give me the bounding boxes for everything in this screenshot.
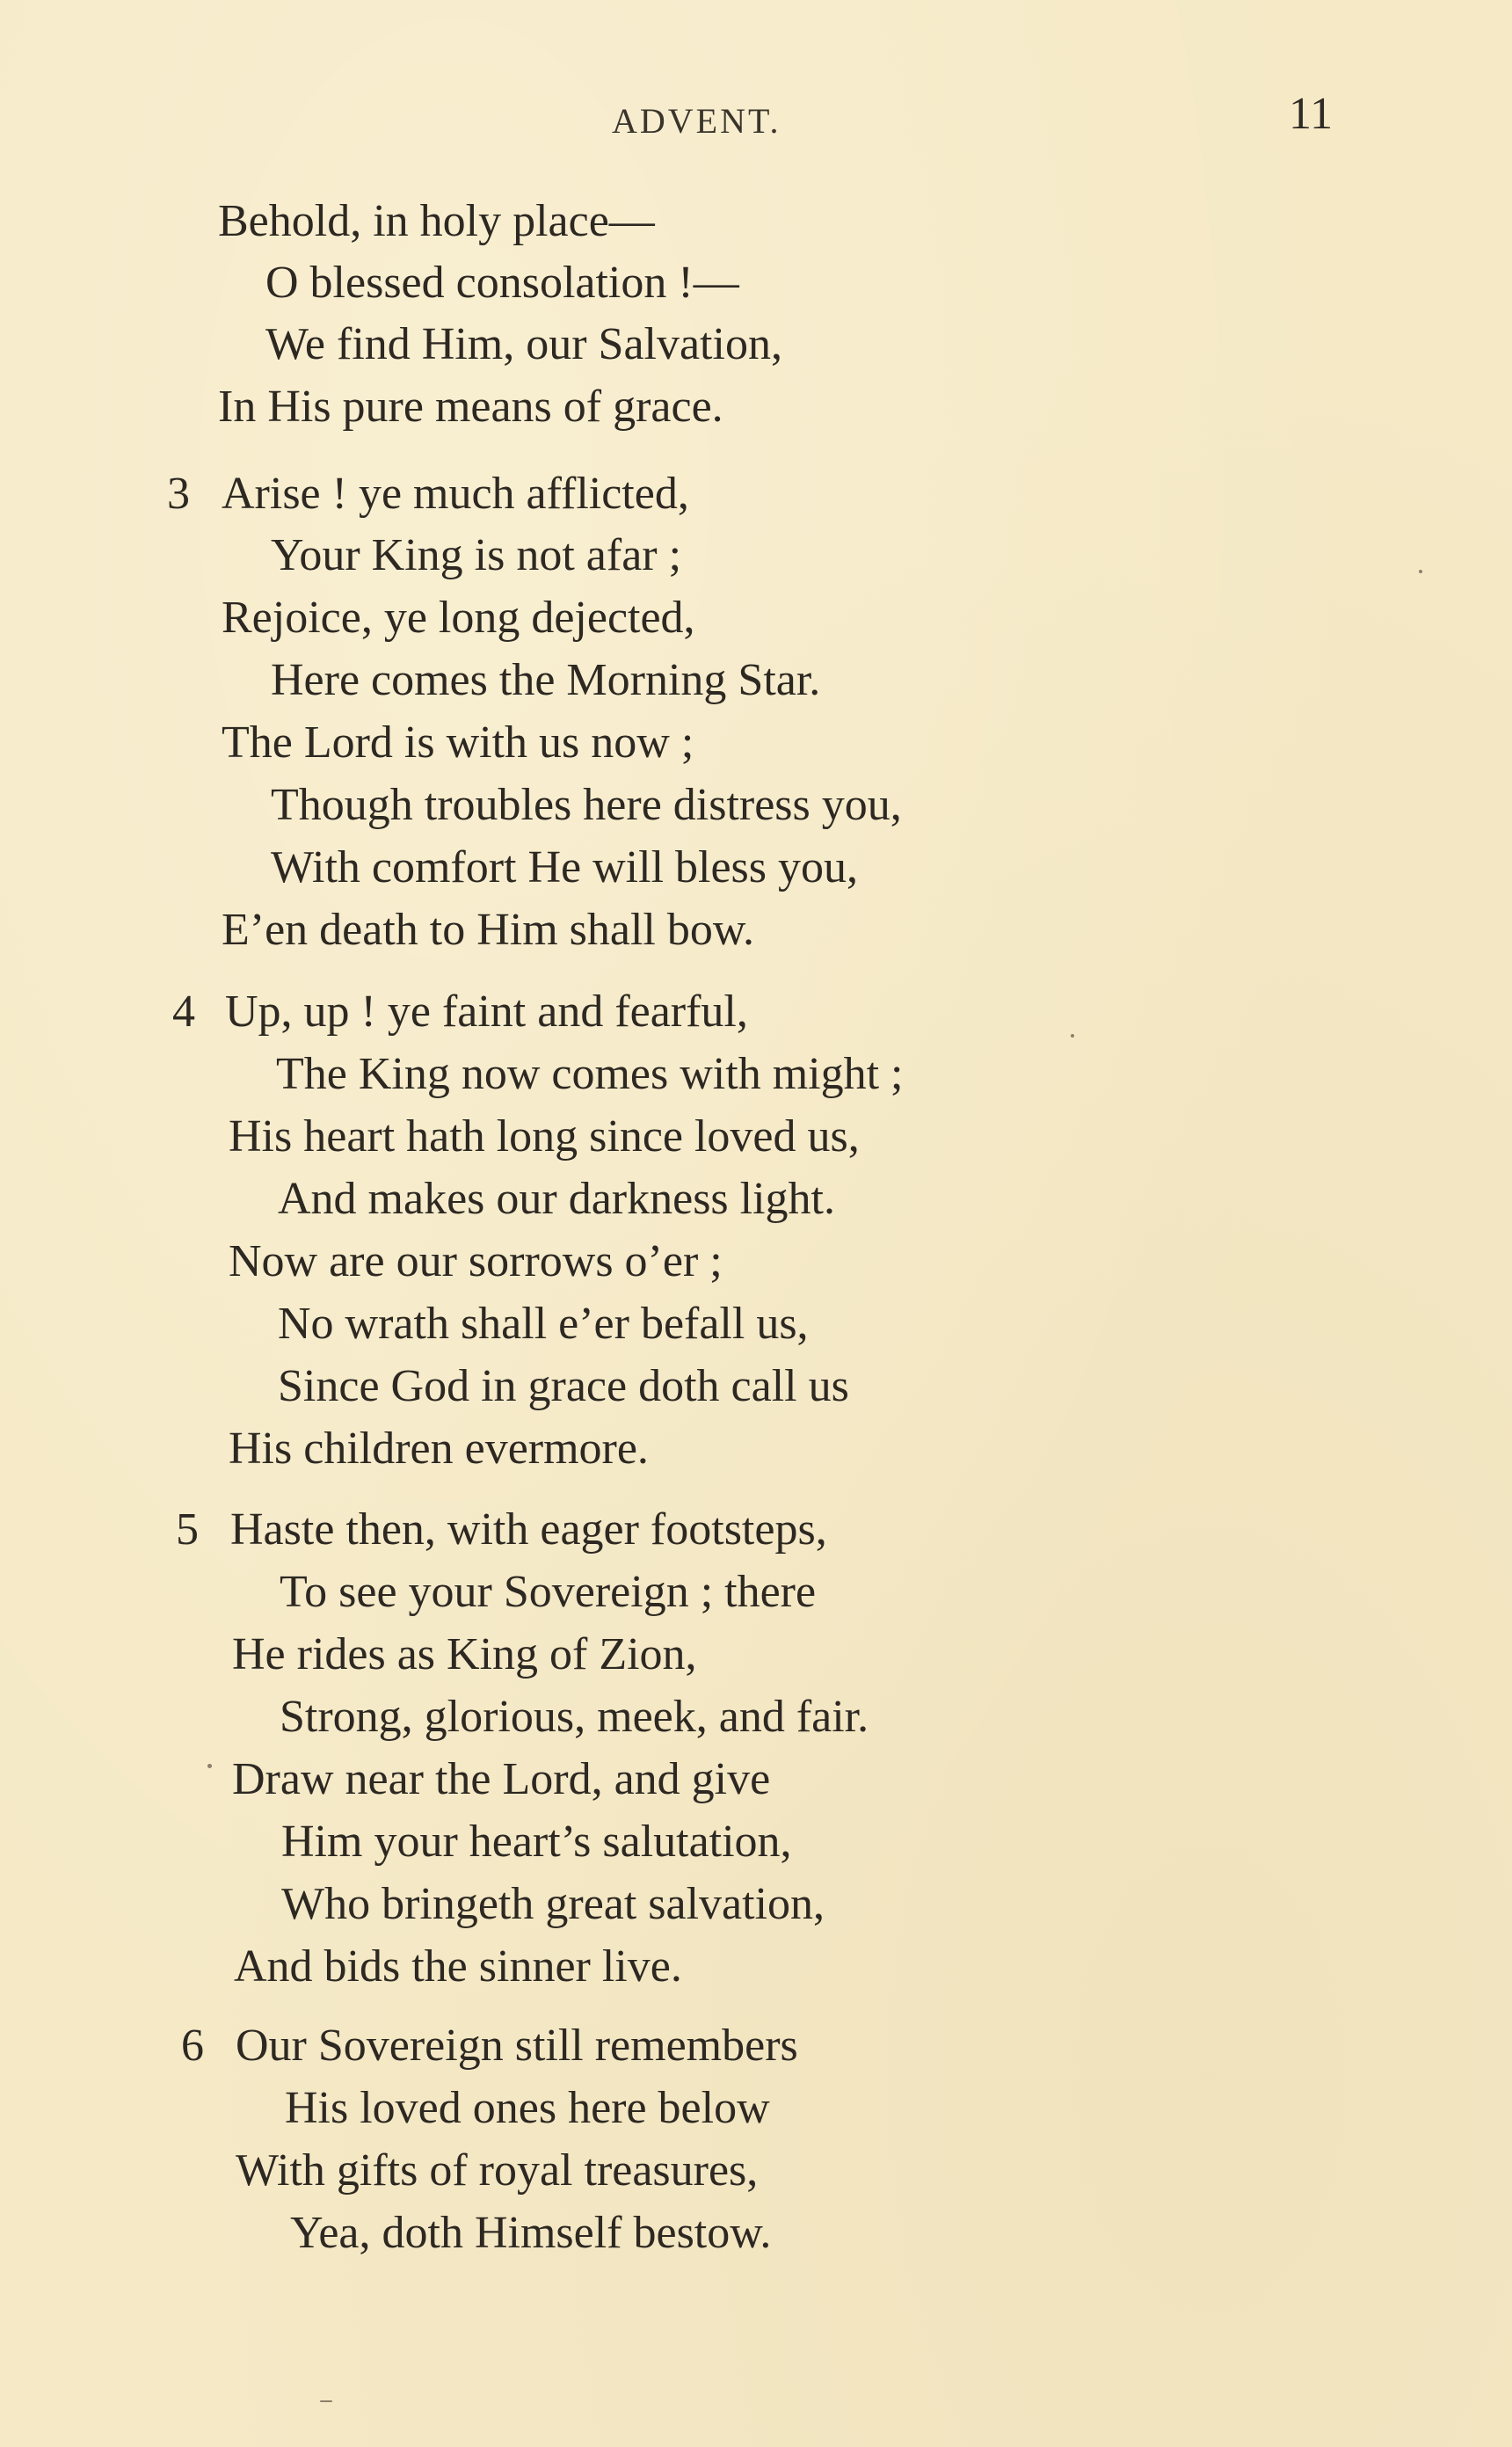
- stanza-number: 6: [181, 2021, 204, 2071]
- ink-speck: [1071, 1034, 1074, 1038]
- verse-line: Up, up ! ye faint and fearful,: [225, 987, 748, 1037]
- verse-line: In His pure means of grace.: [218, 382, 723, 432]
- verse-line: No wrath shall e’er befall us,: [278, 1299, 809, 1349]
- verse-line: Rejoice, ye long dejected,: [222, 593, 695, 643]
- ink-speck: [1419, 570, 1422, 573]
- verse-line: O blessed consolation !—: [265, 258, 739, 308]
- verse-line: His heart hath long since loved us,: [229, 1111, 860, 1162]
- verse-line: We find Him, our Salvation,: [265, 319, 782, 369]
- verse-line: Our Sovereign still remembers: [236, 2021, 798, 2071]
- stanza-number: 5: [176, 1504, 199, 1555]
- verse-line: Here comes the Morning Star.: [271, 655, 821, 705]
- stanza-number: 4: [172, 987, 195, 1037]
- verse-line: Him your heart’s salutation,: [281, 1817, 792, 1867]
- verse-line: Now are our sorrows o’er ;: [229, 1236, 723, 1286]
- verse-line: The King now comes with might ;: [276, 1049, 904, 1099]
- stanza-number: 3: [167, 469, 190, 519]
- verse-line: Haste then, with eager footsteps,: [230, 1504, 827, 1555]
- verse-line: Your King is not afar ;: [271, 530, 682, 580]
- verse-line: And makes our darkness light.: [278, 1174, 836, 1224]
- verse-line: His children evermore.: [229, 1424, 649, 1474]
- verse-line: Who bringeth great salvation,: [281, 1879, 825, 1929]
- verse-line: The Lord is with us now ;: [222, 717, 694, 768]
- page-number: 11: [1289, 89, 1334, 139]
- verse-line: Though troubles here distress you,: [271, 780, 902, 830]
- ink-speck: [320, 2400, 332, 2402]
- verse-line: Since God in grace doth call us: [278, 1361, 849, 1411]
- verse-line: With comfort He will bless you,: [271, 842, 859, 892]
- verse-line: He rides as King of Zion,: [232, 1629, 697, 1679]
- verse-line: E’en death to Him shall bow.: [222, 905, 755, 955]
- verse-line: Draw near the Lord, and give: [232, 1754, 771, 1804]
- verse-line: Arise ! ye much afflicted,: [222, 469, 689, 519]
- verse-line: Yea, doth Himself bestow.: [290, 2208, 772, 2258]
- running-head: ADVENT.: [612, 101, 781, 141]
- verse-line: And bids the sinner live.: [234, 1941, 682, 1992]
- verse-line: His loved ones here below: [285, 2083, 770, 2133]
- ink-speck: [207, 1764, 212, 1768]
- verse-line: Behold, in holy place—: [218, 196, 655, 246]
- verse-line: With gifts of royal treasures,: [236, 2145, 759, 2196]
- verse-line: Strong, glorious, meek, and fair.: [280, 1692, 869, 1742]
- verse-line: To see your Sovereign ; there: [280, 1567, 817, 1617]
